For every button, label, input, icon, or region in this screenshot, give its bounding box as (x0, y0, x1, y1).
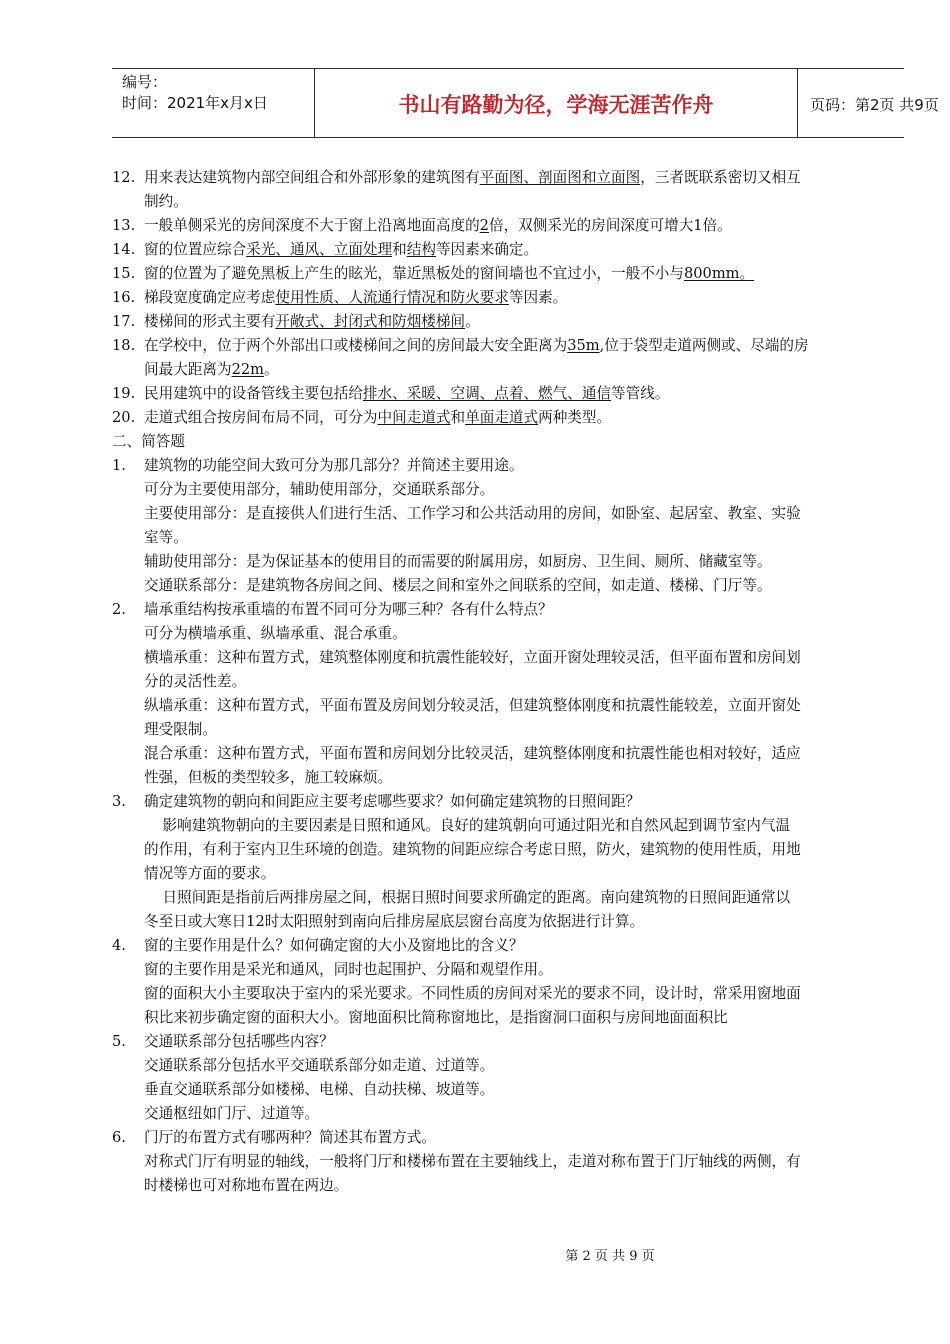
fill-item (112, 406, 908, 430)
answer-text: 积比来初步确定窗的面积大小。窗地面积比简称窗地比，是指窗洞口面积与房间地面面积比 (144, 1009, 728, 1026)
time-label: 时间：2021年x月x日 (122, 94, 268, 112)
answer-text: 窗的主要作用是采光和通风，同时也起围护、分隔和观望作用。 (144, 961, 553, 978)
item-number: 12. (112, 169, 136, 186)
item-number: 15. (112, 265, 136, 282)
question-item (112, 454, 908, 478)
question-item (112, 1030, 908, 1054)
answer-text: 性强，但板的类型较多，施工较麻烦。 (144, 769, 393, 786)
answer-line (112, 574, 908, 598)
question-number: 2. (112, 601, 126, 618)
answer-text: 分的灵活性差。 (144, 673, 247, 690)
answer-line (112, 982, 908, 1006)
answer-text: 可分为主要使用部分，辅助使用部分，交通联系部分。 (144, 481, 495, 498)
answer-line (112, 1102, 908, 1126)
answer-line (112, 478, 908, 502)
question-text: 确定建筑物的朝向和间距应主要考虑哪些要求？如何确定建筑物的日照间距？ (144, 793, 641, 810)
answer-underline: 35m (567, 337, 600, 354)
answer-line (112, 718, 908, 742)
qa-list (112, 454, 908, 1198)
answer-line (112, 1006, 908, 1030)
item-text: 倍，双侧采光的房间深度可增大1倍。 (488, 217, 732, 234)
answer-underline: 中间走道式 (377, 409, 451, 426)
answer-underline: 800mm。 (683, 265, 755, 282)
answer-line (112, 766, 908, 790)
answer-text: 冬至日或大寒日12时太阳照射到南向后排房屋底层窗台高度为依据进行计算。 (144, 913, 645, 930)
answer-text: 的作用，有利于室内卫生环境的创造。建筑物的间距应综合考虑日照，防火，建筑物的使用性质，用地 (144, 841, 801, 858)
answer-text: 对称式门厅有明显的轴线，一般将门厅和楼梯布置在主要轴线上，走道对称布置于门厅轴线的两侧，有 (144, 1153, 801, 1170)
answer-text: 情况等方面的要求。 (144, 865, 276, 882)
item-text: ,位于袋型走道两侧或、尽端的房 (599, 337, 809, 354)
answer-line (112, 886, 908, 910)
item-text: 和 (392, 241, 407, 258)
answer-text: 交通联系部分：是建筑物各房间之间、楼层之间和室外之间联系的空间，如走道、楼梯、门厅等。 (144, 577, 772, 594)
answer-line (112, 742, 908, 766)
answer-line (112, 910, 908, 934)
answer-line (112, 526, 908, 550)
header-info-cell (112, 69, 314, 137)
question-item (112, 934, 908, 958)
fill-item (112, 334, 908, 358)
item-text: 制约。 (144, 193, 188, 210)
fill-item (112, 214, 908, 238)
answer-text: 影响建筑物朝向的主要因素是日照和通风。良好的建筑朝向可通过阳光和自然风起到调节室内气温 (144, 817, 791, 834)
question-number: 1. (112, 457, 126, 474)
item-text: 楼梯间的形式主要有 (144, 313, 276, 330)
section-heading (112, 430, 908, 454)
section-title: 二、简答题 (112, 433, 185, 450)
item-text: 。 (465, 313, 480, 330)
item-number: 17. (112, 313, 136, 330)
item-text: 两种类型。 (538, 409, 612, 426)
document-body (112, 166, 908, 1198)
answer-line (112, 1150, 908, 1174)
header-motto-cell (314, 69, 798, 137)
fill-item-continuation (112, 190, 908, 214)
answer-line (112, 862, 908, 886)
answer-text: 室等。 (144, 529, 188, 546)
question-text: 窗的主要作用是什么？如何确定窗的大小及窗地比的含义？ (144, 937, 524, 954)
item-text: 用来表达建筑物内部空间组合和外部形象的建筑图有 (144, 169, 480, 186)
answer-line (112, 1078, 908, 1102)
fill-item (112, 286, 908, 310)
question-text: 建筑物的功能空间大致可分为那几部分？并简述主要用途。 (144, 457, 524, 474)
answer-text: 垂直交通联系部分如楼梯、电梯、自动扶梯、坡道等。 (144, 1081, 495, 1098)
item-number: 13. (112, 217, 136, 234)
page-footer: 第 2 页 共 9 页 (565, 1249, 655, 1264)
answer-line (112, 670, 908, 694)
answer-line (112, 694, 908, 718)
answer-underline: 单面走道式 (465, 409, 539, 426)
question-number: 3. (112, 793, 126, 810)
item-text: 在学校中，位于两个外部出口或楼梯间之间的房间最大安全距离为 (144, 337, 568, 354)
item-text: 一般单侧采光的房间深度不大于窗上沿离地面高度的 (144, 217, 480, 234)
answer-underline: 2 (479, 217, 489, 234)
item-text: 梯段宽度确定应考虑 (144, 289, 276, 306)
item-text: 。 (264, 361, 279, 378)
answer-text: 主要使用部分：是直接供人们进行生活、工作学习和公共活动用的房间，如卧室、起居室、教室、实验 (144, 505, 801, 522)
fill-item (112, 310, 908, 334)
question-text: 墙承重结构按承重墙的布置不同可分为哪三种？各有什么特点？ (144, 601, 553, 618)
answer-underline: 排水、采暖、空调、点着、燃气、通信 (362, 385, 612, 402)
answer-text: 混合承重：这种布置方式，平面布置和房间划分比较灵活，建筑整体刚度和抗震性能也相对较好，适应 (144, 745, 801, 762)
answer-line (112, 1054, 908, 1078)
fill-item (112, 262, 908, 286)
item-text: 等因素来确定。 (435, 241, 539, 258)
item-text: 窗的位置为了避免黑板上产生的眩光，靠近黑板处的窗间墙也不宜过小，一般不小与 (144, 265, 684, 282)
answer-underline: 结构 (406, 241, 436, 258)
question-item (112, 790, 908, 814)
answer-underline: 使用性质、人流通行情况和防火要求 (275, 289, 509, 306)
item-number: 18. (112, 337, 136, 354)
answer-line (112, 1174, 908, 1198)
answer-text: 理受限制。 (144, 721, 217, 738)
answer-line (112, 838, 908, 862)
item-text: 窗的位置应综合 (144, 241, 247, 258)
answer-line (112, 550, 908, 574)
page-code: 页码：第2页 共9页 (810, 96, 939, 114)
question-number: 6. (112, 1129, 126, 1146)
item-text: 和 (450, 409, 466, 426)
answer-text: 交通联系部分包括水平交通联系部分如走道、过道等。 (144, 1057, 495, 1074)
answer-line (112, 814, 908, 838)
answer-line (112, 958, 908, 982)
item-text: 等管线。 (611, 385, 670, 402)
answer-text: 辅助使用部分：是为保证基本的使用目的而需要的附属用房，如厨房、卫生间、厕所、储藏室等。 (144, 553, 772, 570)
answer-text: 纵墙承重：这种布置方式，平面布置及房间划分较灵活，但建筑整体刚度和抗震性能较差，立面开窗处 (144, 697, 801, 714)
question-number: 4. (112, 937, 126, 954)
item-number: 19. (112, 385, 136, 402)
question-number: 5. (112, 1033, 126, 1050)
item-text: ，三者既联系密切又相互 (640, 169, 801, 186)
answer-underline: 采光、通风、立面处理 (246, 241, 393, 258)
motto: 书山有路勤为径，学海无涯苦作舟 (398, 93, 714, 117)
fill-item (112, 382, 908, 406)
item-text: 等因素。 (508, 289, 568, 306)
item-number: 20. (112, 409, 136, 426)
number-label: 编号： (122, 73, 168, 91)
question-item (112, 1126, 908, 1150)
answer-line (112, 622, 908, 646)
item-text: 民用建筑中的设备管线主要包括给 (144, 385, 363, 402)
answer-underline: 22m (231, 361, 264, 378)
fill-item-continuation (112, 358, 908, 382)
question-text: 交通联系部分包括哪些内容？ (144, 1033, 334, 1050)
item-text: 间最大距离为 (144, 361, 232, 378)
question-text: 门厅的布置方式有哪两种？简述其布置方式。 (144, 1129, 436, 1146)
answer-underline: 平面图、剖面图和立面图 (479, 169, 641, 186)
fill-item (112, 238, 908, 262)
item-text: 走道式组合按房间布局不同，可分为 (144, 409, 378, 426)
page-header (112, 68, 939, 138)
item-number: 16. (112, 289, 136, 306)
fill-item (112, 166, 908, 190)
answer-text: 交通枢纽如门厅、过道等。 (144, 1105, 320, 1122)
answer-text: 可分为横墙承重、纵墙承重、混合承重。 (144, 625, 407, 642)
answer-text: 横墙承重：这种布置方式，建筑整体刚度和抗震性能较好，立面开窗处理较灵活，但平面布置和房间划 (144, 649, 801, 666)
question-item (112, 598, 908, 622)
answer-text: 日照间距是指前后两排房屋之间，根据日照时间要求所确定的距离。南向建筑物的日照间距通常以 (144, 889, 791, 906)
answer-underline: 开敞式、封闭式和防烟楼梯间 (275, 313, 466, 330)
item-number: 14. (112, 241, 136, 258)
answer-line (112, 646, 908, 670)
answer-line (112, 502, 908, 526)
answer-text: 窗的面积大小主要取决于室内的采光要求。不同性质的房间对采光的要求不同，设计时，常采用窗地面 (144, 985, 801, 1002)
answer-text: 时楼梯也可对称地布置在两边。 (144, 1177, 349, 1194)
header-page-cell (796, 69, 939, 137)
